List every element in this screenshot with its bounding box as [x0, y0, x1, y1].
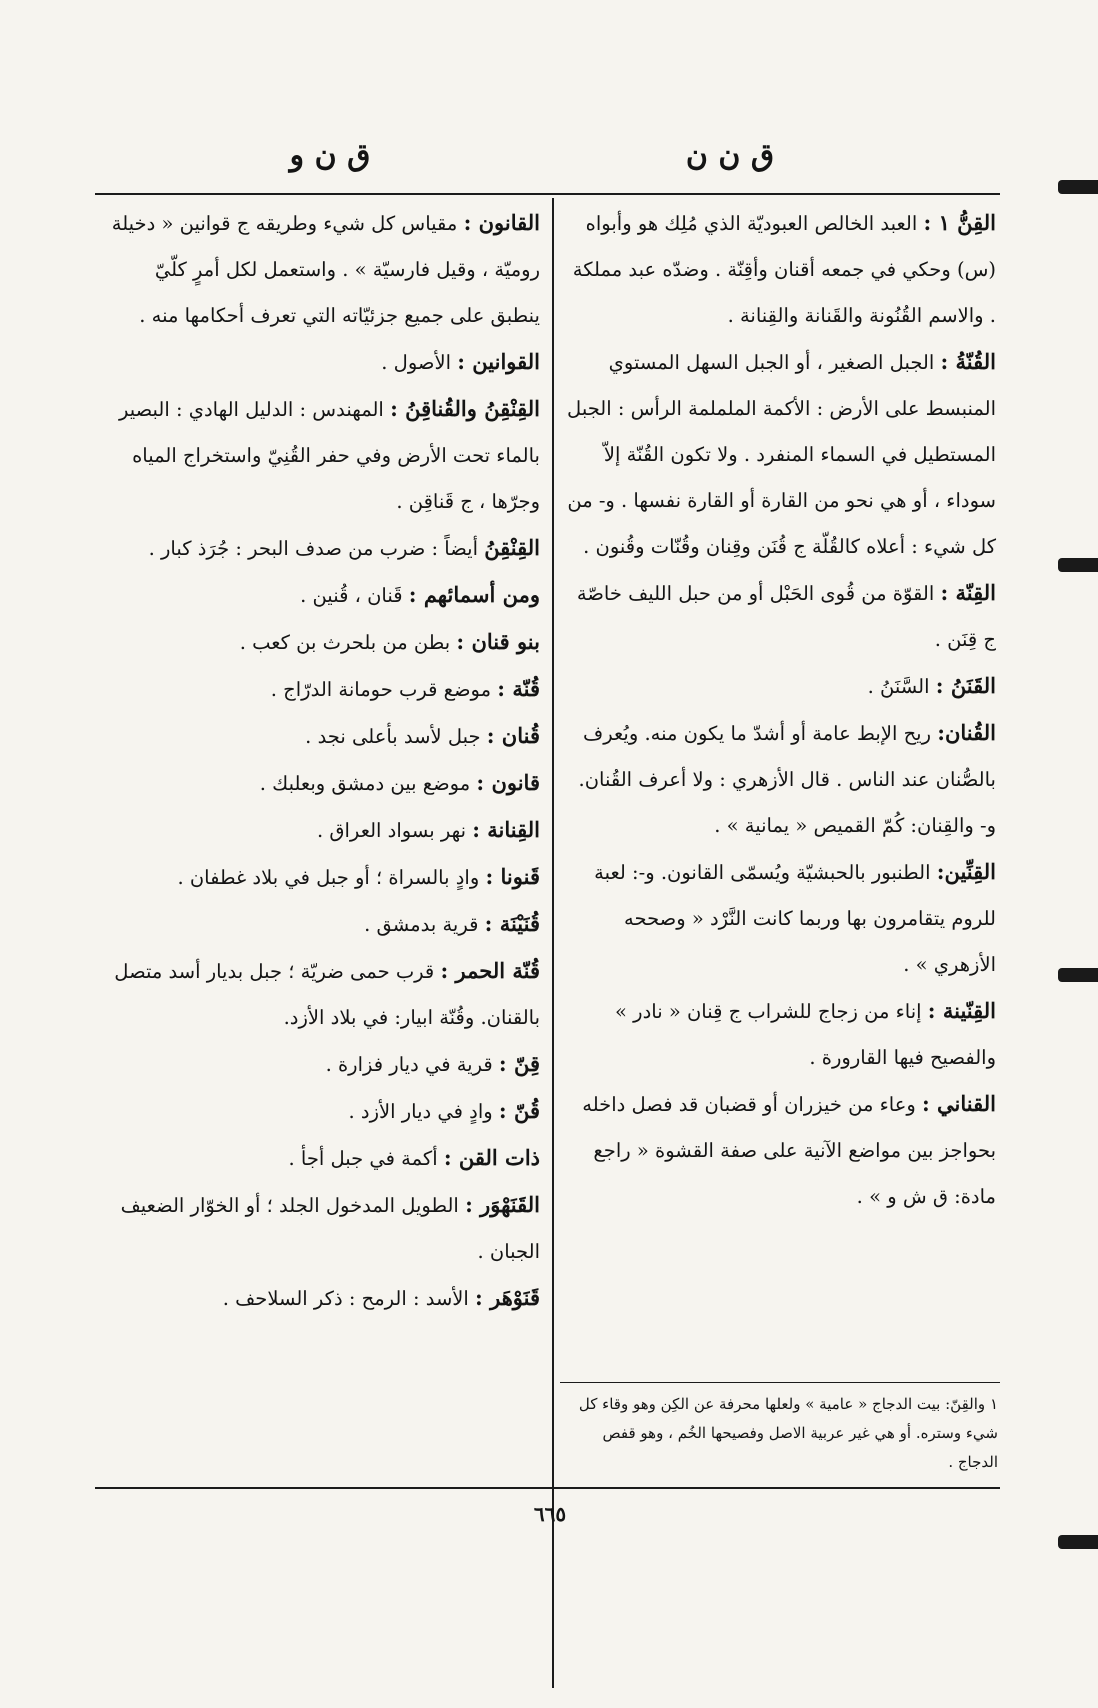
entry-definition: إناء من زجاج للشراب ج قِنان « نادر » والفصيح فيها القارورة .	[615, 1000, 996, 1069]
page-number: ٦٦٥	[533, 1502, 567, 1526]
entry-definition: الطنبور بالحبشيّة ويُسمّى القانون. و-: لعبة للروم يتقامرون بها وربما كانت النَّرْد « وصححه الأزهري » .	[594, 861, 996, 976]
entry-headword: القُنان:	[937, 720, 996, 745]
entry	[566, 988, 996, 1081]
entry	[566, 1081, 996, 1220]
entry-definition: مقياس كل شيء وطريقه ج قوانين « دخيلة روميّة ، وقيل فارسيّة » . واستعمل لكل أمرٍ كلّيّ ينطبق على جميع جزئيّاته التي تعرف أحكامها منه .	[111, 212, 540, 327]
entry	[100, 1275, 540, 1322]
entry-definition: العبد الخالص العبوديّة الذي مُلِك هو وأبواه (س) وحكي في جمعه أقنان وأقِنّة . وضدّه عبد مملكة . والاسم القُنُونة والقَنانة والقِنانة .	[572, 212, 996, 327]
entry-headword: قُنّة الحمر :	[440, 958, 540, 983]
entry-headword: القِنْقِنُ والقُناقِنُ :	[390, 396, 540, 421]
entry	[566, 663, 996, 710]
entry-headword: ذات القن :	[443, 1145, 540, 1170]
entry-definition: وادٍ في ديار الأزد .	[348, 1100, 493, 1123]
entry	[100, 1135, 540, 1182]
entry-definition: الأصول .	[381, 351, 452, 374]
entry-headword: القِنْقِنُ	[484, 535, 540, 560]
header-rule	[95, 193, 1000, 195]
entry-headword: القوانين :	[457, 349, 540, 374]
entry-headword: القِنّة :	[940, 580, 996, 605]
entry	[100, 1041, 540, 1088]
entry-definition: قرب حمى ضريّة ؛ جبل بديار أسد متصل بالقنان. وقُنّة ابيار: في بلاد الأزد.	[114, 960, 540, 1029]
footer-rule	[95, 1487, 1000, 1489]
entry-headword: قُنان :	[486, 723, 540, 748]
entry-headword: قَنونا :	[485, 864, 540, 889]
entry-definition: نهر بسواد العراق .	[316, 819, 467, 842]
entry	[100, 386, 540, 525]
column-divider	[552, 198, 554, 1688]
entry-headword: قانون :	[476, 770, 540, 795]
entry-headword: القناني :	[921, 1091, 996, 1116]
entry	[100, 200, 540, 339]
entry-headword: ومن أسمائهم :	[408, 582, 540, 607]
entry	[100, 854, 540, 901]
entry-headword: القَنَهْوَر :	[465, 1192, 540, 1217]
header-root-letters-left: ق ن و	[289, 138, 371, 173]
entry	[100, 901, 540, 948]
thumb-index-mark	[1058, 180, 1098, 194]
entry-headword: القانون :	[463, 210, 540, 235]
entry-headword: قُنَيْنَة :	[484, 911, 540, 936]
entry	[100, 572, 540, 619]
entry-definition: قرية في ديار فزارة .	[325, 1053, 493, 1076]
footnote: ١ والقِنّ: بيت الدجاج « عامية » ولعلها محرفة عن الكِن وهو وقاء كل شيء وستره. أو هي غير عربية الاصل وفصيحها الخُم ، وهو قفص الدجاج .	[578, 1395, 998, 1471]
entry-definition: السَّنَنُ .	[867, 675, 930, 698]
entry	[566, 339, 996, 570]
thumb-index-mark	[1058, 968, 1098, 982]
entry-definition: الجبل الصغير ، أو الجبل السهل المستوي المنبسط على الأرض : الأكمة الململمة الرأس : الجبل المستطيل في السماء المنفرد . ولا تكون القُنّة إلاّ سوداء ، أو هي نحو من القارة أو القارة نفسها . و- من كل شيء : أعلاه كالقُلّة ج قُنَن وقِنان وقُنّات وقُنون .	[567, 351, 996, 558]
header-root-letters-right: ق ن ن	[685, 138, 775, 173]
entry-definition: بطن من بلحرث بن كعب .	[239, 631, 451, 654]
entry-definition: جبل لأسد بأعلى نجد .	[305, 725, 481, 748]
entry-headword: قِنّ :	[498, 1051, 540, 1076]
entry-definition: قرية بدمشق .	[364, 913, 479, 936]
entry-definition: الطويل المدخول الجلد ؛ أو الخوّار الضعيف الجبان .	[120, 1194, 540, 1263]
entry-definition: موضع بين دمشق وبعلبك .	[259, 772, 471, 795]
entry	[100, 713, 540, 760]
entry	[566, 200, 996, 339]
entry	[100, 525, 540, 572]
entry	[100, 948, 540, 1041]
entry-headword: القِنِّين:	[936, 859, 996, 884]
footnote-rule	[560, 1382, 1000, 1383]
entry	[566, 570, 996, 663]
thumb-index-mark	[1058, 558, 1098, 572]
entry	[100, 807, 540, 854]
entry-headword: قُنّ :	[498, 1098, 540, 1123]
entry-headword: القِنُّ ١ :	[923, 210, 996, 235]
entry-definition: الأسد : الرمح : ذكر السلاحف .	[222, 1287, 469, 1310]
entry	[566, 849, 996, 988]
entry	[100, 760, 540, 807]
entry	[566, 710, 996, 849]
entry	[100, 1182, 540, 1275]
entry-headword: قَنَوْهَر :	[475, 1285, 540, 1310]
entry-definition: ريح الإبط عامة أو أشدّ ما يكون منه. ويُعرف بالصُّنان عند الناس . قال الأزهري : ولا أعرف القُنان. و- والقِنان: كُمّ القميص « يمانية » .	[578, 722, 996, 837]
entry-definition: القوّة من قُوى الحَبْل أو من حبل الليف خاصّة ج قِنَن .	[576, 582, 996, 651]
thumb-index-mark	[1058, 1535, 1098, 1549]
entry	[100, 1088, 540, 1135]
entry	[100, 339, 540, 386]
entry-definition: موضع قرب حومانة الدرّاج .	[270, 678, 492, 701]
entry-definition: المهندس : الدليل الهادي : البصير بالماء تحت الأرض وفي حفر القُنِيّ واستخراج المياه وجرّها ، ج قَناقِن .	[118, 398, 540, 513]
entry-headword: القِنّينة :	[927, 998, 996, 1023]
right-column	[566, 200, 996, 1220]
entry-definition: أكمة في جبل أجأ .	[288, 1147, 438, 1170]
entry-headword: قُنّة :	[497, 676, 540, 701]
entry-headword: القِنانة :	[472, 817, 540, 842]
entry-headword: القُنّةُ :	[940, 349, 996, 374]
entry-definition: قَنان ، قُنين .	[300, 584, 403, 607]
entry	[100, 666, 540, 713]
entry-definition: وعاء من خيزران أو قضبان قد فصل داخله بحواجز بين مواضع الآنية على صفة القشوة « راجع مادة: ق ش و » .	[582, 1093, 996, 1208]
entry	[100, 619, 540, 666]
entry-definition: وادٍ بالسراة ؛ أو جبل في بلاد غطفان .	[177, 866, 480, 889]
entry-definition: أيضاً : ضرب من صدف البحر : جُرَذ كبار .	[148, 537, 478, 560]
entry-headword: القَنَنُ :	[935, 673, 996, 698]
entry-headword: بنو قنان :	[456, 629, 540, 654]
left-column	[100, 200, 540, 1322]
